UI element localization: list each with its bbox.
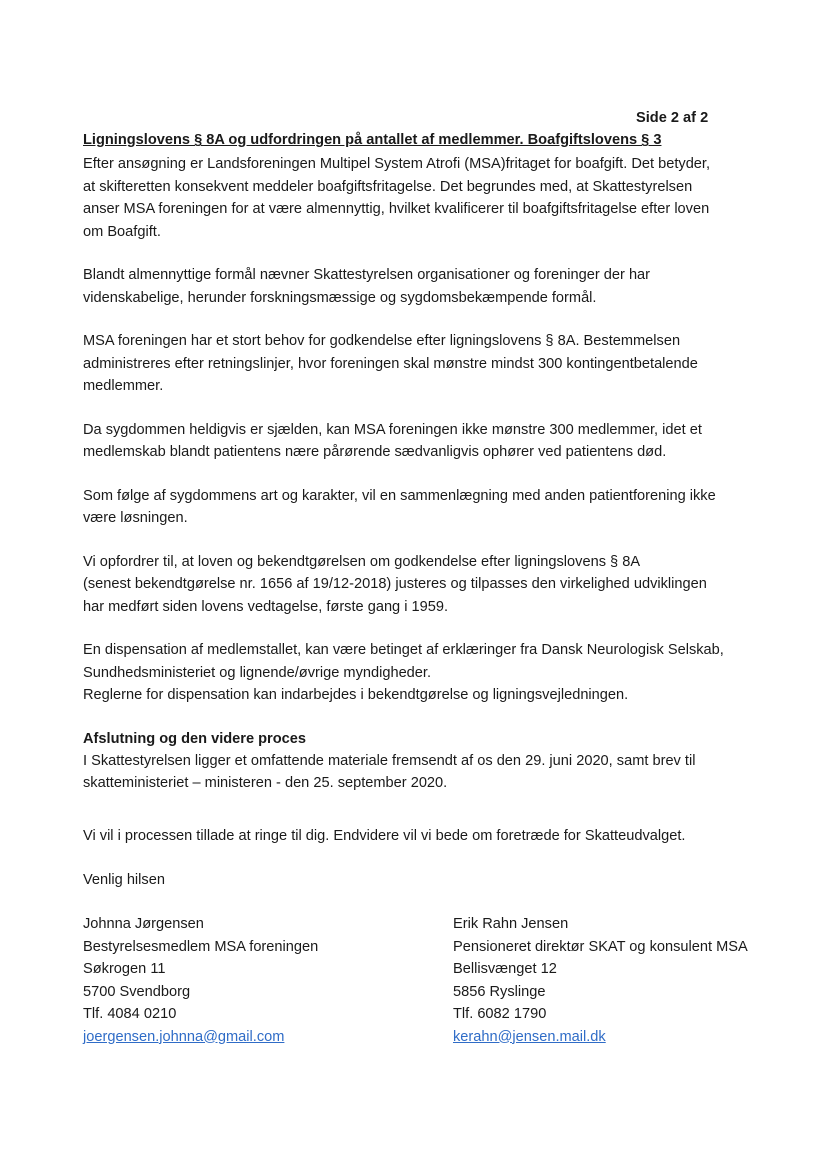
paragraph-line: administreres efter retningslinjer, hvor foreningen skal mønstre mindst 300 kontingentbetalende [83,355,698,372]
paragraph [83,485,773,530]
paragraph-line: at skifteretten konsekvent meddeler boafgiftsfritagelse. Det begrundes med, at Skattestyrelsen [83,178,693,195]
signatory-street: Bellisvænget 12 [453,961,557,977]
paragraph-line: Blandt almennyttige formål nævner Skattestyrelsen organisationer og foreninger der har [83,267,651,283]
signatory-city: 5856 Ryslinge [453,983,546,1000]
paragraph-line: En dispensation af medlemstallet, kan være betinget af erklæringer fra Dansk Neurologisk Selskab, [83,642,724,658]
paragraph-line: Da sygdommen heldigvis er sjælden, kan MSA foreningen ikke mønstre 300 medlemmer, idet et [83,421,702,438]
paragraph-line: om Boafgift. [83,223,161,240]
signatory-name: Johnna Jørgensen [83,916,204,932]
paragraph [83,551,773,619]
signatory-phone: Tlf. 6082 1790 [453,1006,547,1022]
paragraph-line: anser MSA foreningen for at være almennyttig, hvilket kvalificerer til boafgiftsfritagelse efter loven [83,201,710,217]
paragraph-line: Efter ansøgning er Landsforeningen Multipel System Atrofi (MSA)fritaget for boafgift. Det betyder, [83,156,711,172]
signature-block-right [453,913,748,1048]
signatory-email-link[interactable]: kerahn@jensen.mail.dk [453,1028,606,1045]
paragraph [83,419,773,464]
paragraph [83,750,773,795]
paragraph-line: Vi opfordrer til, at loven og bekendtgørelsen om godkendelse efter ligningslovens § 8A [83,553,641,570]
paragraph-line: skatteministeriet – ministeren - den 25. september 2020. [83,775,448,791]
paragraph-line: Som følge af sygdommens art og karakter, vil en sammenlægning med anden patientforening ikke [83,487,716,504]
paragraph-line: Sundhedsministeriet og lignende/øvrige myndigheder. [83,664,432,681]
letter-body [83,130,773,816]
signatory-street: Søkrogen 11 [83,961,166,977]
closing-paragraph: Vi vil i processen tillade at ringe til dig. Endvidere vil vi bede om foretræde for Skatteudvalget. [83,828,686,844]
signature-block-left [83,913,318,1048]
signatory-city: 5700 Svendborg [83,983,191,1000]
paragraph-line: være løsningen. [83,510,188,526]
greeting: Venlig hilsen [83,872,165,888]
signatory-name: Erik Rahn Jensen [453,916,569,932]
signatory-title: Pensioneret direktør SKAT og konsulent MSA [453,938,748,955]
paragraph-line: (senest bekendtgørelse nr. 1656 af 19/12-2018) justeres og tilpasses den virkelighed udviklingen [83,576,707,592]
signatory-phone: Tlf. 4084 0210 [83,1006,177,1022]
section-title: Afslutning og den videre proces [83,730,306,747]
signatory-title: Bestyrelsesmedlem MSA foreningen [83,938,319,955]
signatory-email-link[interactable]: joergensen.johnna@gmail.com [83,1028,285,1045]
paragraph-line: I Skattestyrelsen ligger et omfattende materiale fremsendt af os den 29. juni 2020, samt brev til [83,752,696,769]
paragraph-line: MSA foreningen har et stort behov for godkendelse efter ligningslovens § 8A. Bestemmelsen [83,333,681,349]
paragraph [83,153,773,243]
paragraph [83,639,773,707]
section-heading: Ligningslovens § 8A og udfordringen på antallet af medlemmer. Boafgiftslovens § 3 [83,132,662,148]
paragraph-line: medlemskab blandt patientens nære pårørende sædvanligvis ophører ved patientens død. [83,444,667,460]
paragraph [83,330,773,398]
paragraph-line: videnskabelige, herunder forskningsmæssige og sygdomsbekæmpende formål. [83,289,597,306]
paragraph-line: medlemmer. [83,378,164,394]
paragraph [83,264,773,309]
paragraph-line: Reglerne for dispensation kan indarbejdes i bekendtgørelse og ligningsvejledningen. [83,687,629,703]
page-number: Side 2 af 2 [636,110,709,126]
paragraph-line: har medført siden lovens vedtagelse, første gang i 1959. [83,598,449,615]
